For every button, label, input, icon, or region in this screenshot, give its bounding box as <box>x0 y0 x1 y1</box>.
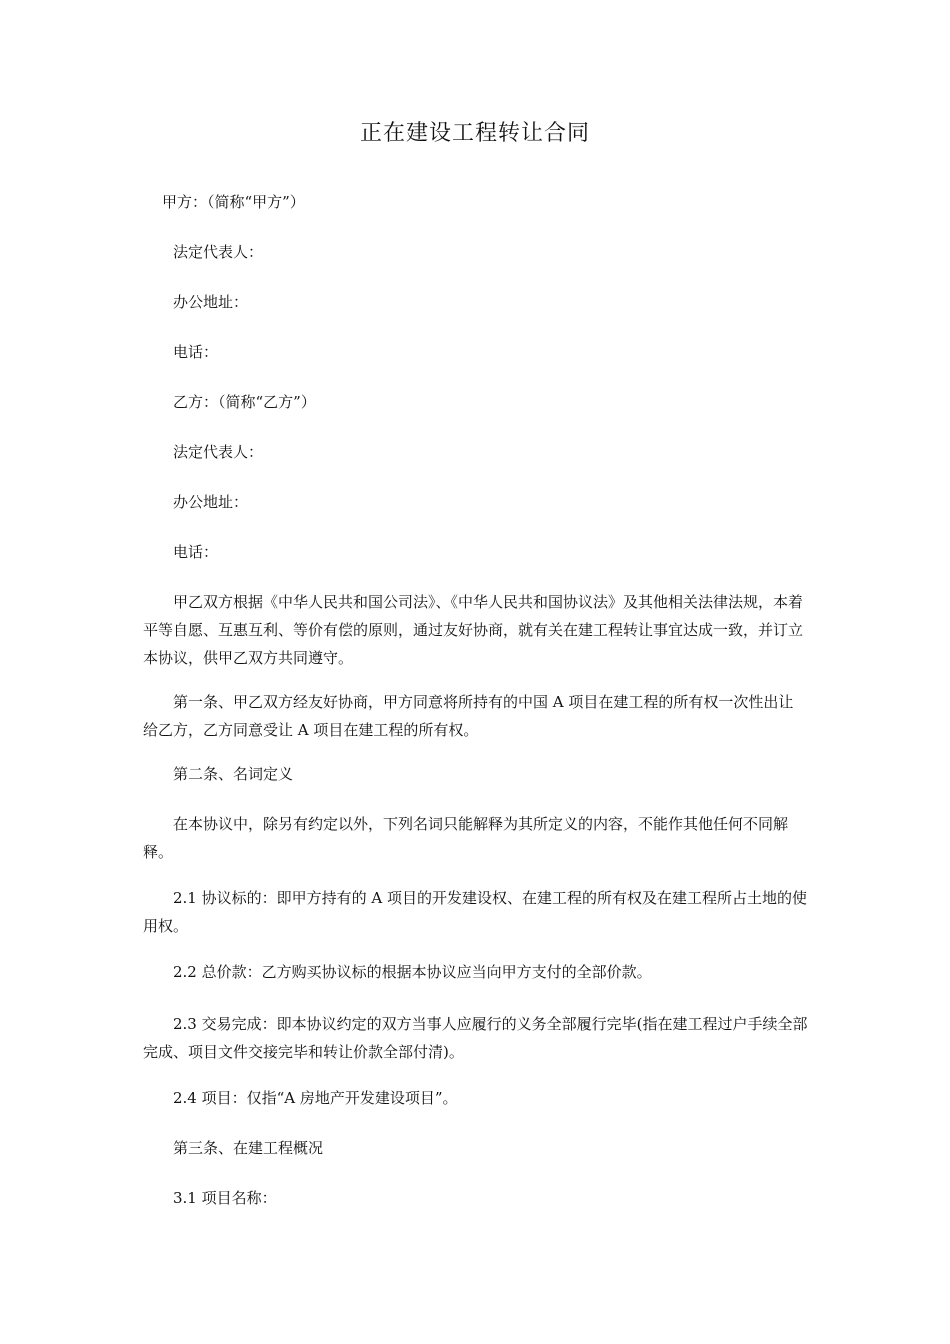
article-3-heading: 第三条、在建工程概况 <box>173 1139 324 1157</box>
party-a-line: 甲方：（简称“甲方”） <box>162 193 305 211</box>
party-a-address: 办公地址： <box>173 293 249 311</box>
article-2-heading: 第二条、名词定义 <box>173 765 294 783</box>
definitions-intro: 在本协议中，除另有约定以外，下列名词只能解释为其所定义的内容，不能作其他任何不同解释。 <box>143 815 789 861</box>
party-b-address: 办公地址： <box>173 493 249 511</box>
party-a-phone: 电话： <box>173 343 219 361</box>
party-b-line: 乙方：（简称“乙方”） <box>173 393 316 411</box>
clause-3-1: 3.1 项目名称： <box>173 1189 277 1207</box>
article-1-paragraph: 第一条、甲乙双方经友好协商，甲方同意将所持有的中国 A 项目在建工程的所有权一次性出让给乙方，乙方同意受让 A 项目在建工程的所有权。 <box>143 693 794 739</box>
party-a-representative: 法定代表人： <box>173 243 264 261</box>
definition-2-2: 2.2 总价款：乙方购买协议标的根据本协议应当向甲方支付的全部价款。 <box>173 963 652 981</box>
definition-2-3: 2.3 交易完成：即本协议约定的双方当事人应履行的义务全部履行完毕(指在建工程过户手续全部完成、项目文件交接完毕和转让价款全部付清)。 <box>143 1015 808 1061</box>
party-b-representative: 法定代表人： <box>173 443 264 461</box>
definition-2-1: 2.1 协议标的：即甲方持有的 A 项目的开发建设权、在建工程的所有权及在建工程所占土地的使用权。 <box>143 889 807 935</box>
preamble-paragraph: 甲乙双方根据《中华人民共和国公司法》、《中华人民共和国协议法》及其他相关法律法规，本着平等自愿、互惠互利、等价有偿的原则，通过友好协商，就有关在建工程转让事宜达成一致，并订立本协议，供甲乙双方共同遵守。 <box>143 593 804 667</box>
definition-2-4: 2.4 项目：仅指“A 房地产开发建设项目”。 <box>173 1089 458 1107</box>
document-title: 正在建设工程转让合同 <box>359 121 590 146</box>
party-b-phone: 电话： <box>173 543 219 561</box>
